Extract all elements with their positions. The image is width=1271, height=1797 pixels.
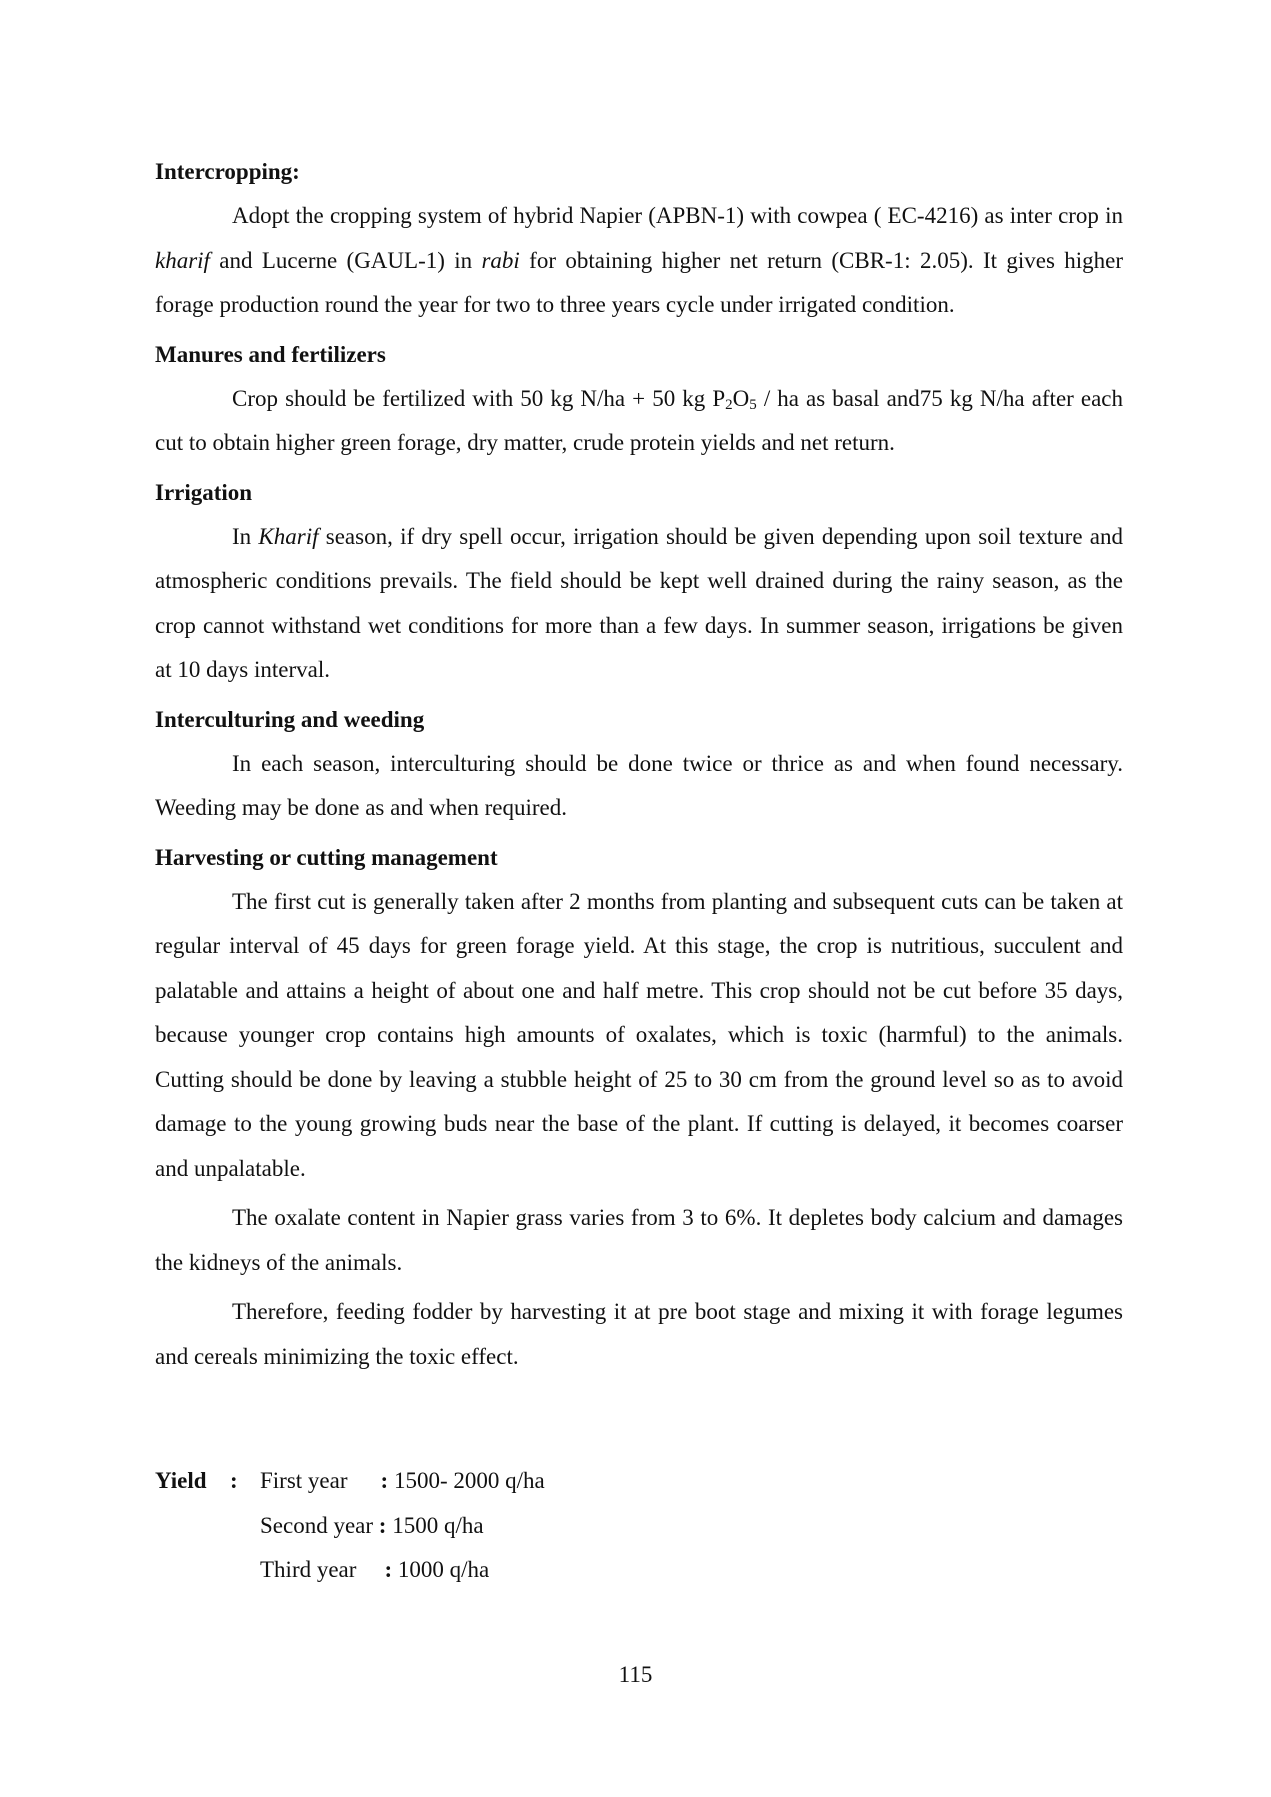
text-run: The oxalate content in Napier grass varies from 3 to 6%. It depletes body calcium and damages the kidneys of the animals. (155, 1205, 1123, 1275)
paragraph (155, 377, 1123, 466)
yield-entry (260, 1459, 545, 1504)
subscript: 5 (749, 396, 757, 413)
yield-value: 1500 q/ha (392, 1512, 484, 1538)
paragraph (155, 515, 1123, 693)
text-run: Therefore, feeding fodder by harvesting it at pre boot stage and mixing it with forage legumes and cereals minimizing the toxic effect. (155, 1299, 1123, 1369)
italic-term: rabi (481, 247, 520, 273)
section-heading: Interculturing and weeding (155, 706, 425, 732)
yield-value: 1000 q/ha (397, 1557, 490, 1582)
yield-label: Yield (155, 1468, 207, 1493)
text-run: / ha as basal and75 kg N/ha after each cut to obtain higher green forage, dry matter, crude protein yields and net return. (155, 385, 1124, 455)
text-run: season, if dry spell occur, irrigation should be given depending upon soil texture and atmospheric conditions prevails. The field should be kept well drained during the rainy season, as the crop cannot withstand wet conditions for more than a few days. In summer season, irrigations be given at 10 days interval. (155, 523, 1123, 682)
yield-year: First year (260, 1468, 348, 1493)
text-run: In each season, interculturing should be done twice or thrice as and when found necessary. Weeding may be done as and when required. (155, 750, 1123, 820)
paragraph (155, 880, 1123, 1192)
document-body (155, 150, 1123, 1384)
text-run: and Lucerne (GAUL-1) in (209, 247, 482, 273)
yield-separator: : (378, 1512, 387, 1538)
text-run: Crop should be fertilized with 50 kg N/ha + 50 kg P (232, 385, 726, 411)
page-number: 115 (618, 1662, 653, 1687)
yield-entry (260, 1548, 489, 1593)
section-heading: Irrigation (155, 479, 253, 505)
italic-term: kharif (155, 247, 210, 273)
subscript: 2 (725, 396, 733, 413)
yield-value: 1500- 2000 q/ha (393, 1468, 545, 1493)
text-run: In (232, 523, 259, 549)
text-run: for obtaining higher net return (CBR-1: 2.05). It gives higher forage production round the year for two to three years cycle under irrigated condition. (155, 247, 1124, 317)
yield-entry (260, 1504, 484, 1549)
yield-colon: : (230, 1468, 238, 1493)
section-heading: Harvesting or cutting management (155, 844, 498, 870)
paragraph (155, 742, 1123, 831)
yield-separator: : (380, 1468, 389, 1493)
paragraph (155, 194, 1123, 328)
yield-year: Second year (260, 1512, 374, 1538)
section-heading: Manures and fertilizers (155, 341, 386, 367)
text-run: Adopt the cropping system of hybrid Napier (APBN-1) with cowpea ( EC-4216) as inter crop in (232, 203, 1123, 228)
section-heading: Intercropping: (155, 159, 300, 184)
paragraph (155, 1196, 1123, 1285)
text-run: The first cut is generally taken after 2 months from planting and subsequent cuts can be taken at regular interval of 45 days for green forage yield. At this stage, the crop is nutritious, succulent and palatable and attains a height of about one and half metre. This crop should not be cut before 35 days, because younger crop contains high amounts of oxalates, which is toxic (harmful) to the animals. Cutting should be done by leaving a stubble height of 25 to 30 cm from the ground level so as to avoid damage to the young growing buds near the base of the plant. If cutting is delayed, it becomes coarser and unpalatable. (155, 888, 1123, 1181)
paragraph (155, 1290, 1123, 1379)
italic-term: Kharif (258, 523, 319, 549)
yield-year: Third year (260, 1557, 357, 1582)
yield-separator: : (384, 1557, 393, 1582)
text-run: O (732, 385, 750, 411)
